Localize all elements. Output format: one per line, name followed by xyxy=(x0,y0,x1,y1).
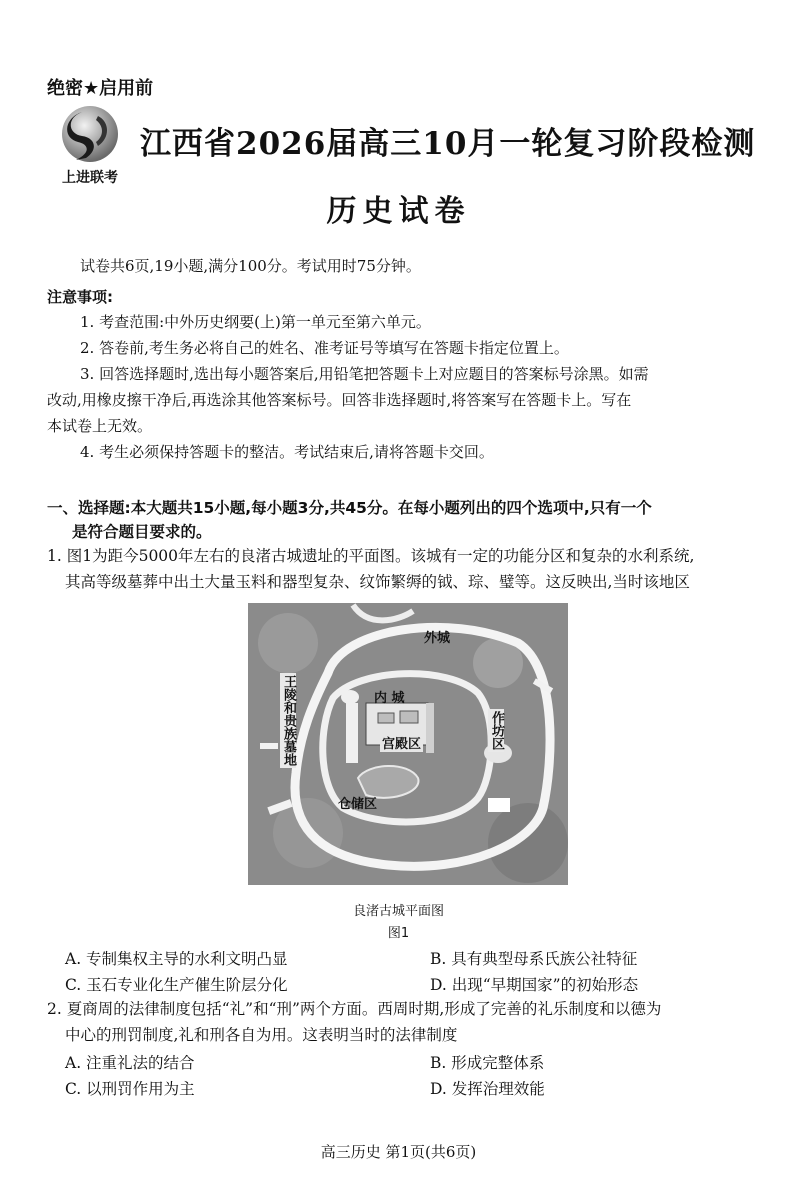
question-1-stem: 1. 图1为距今5000年左右的良渚古城遗址的平面图。该城有一定的功能分区和复杂的水利系统, xyxy=(47,547,695,565)
note-item: 改动,用橡皮擦干净后,再选涂其他答案标号。回答非选择题时,将答案写在答题卡上。写在 xyxy=(47,391,632,409)
question-1-stem-cont: 其高等级墓葬中出土大量玉料和器型复杂、纹饰繁缛的钺、琮、璧等。这反映出,当时该地区 xyxy=(65,573,690,591)
shangjin-logo xyxy=(52,104,128,188)
confidential-label: 绝密★启用前 xyxy=(47,78,154,99)
q2-option-c: C. 以刑罚作用为主 xyxy=(65,1080,195,1098)
figure-number: 图1 xyxy=(387,926,410,941)
label-workshop-area: 作坊区 xyxy=(489,711,504,750)
notes-heading: 注意事项: xyxy=(47,288,113,306)
svg-text:上进联考: 上进联考 xyxy=(62,170,118,186)
section-heading: 一、选择题:本大题共15小题,每小题3分,共45分。在每小题列出的四个选项中,只有一个 xyxy=(47,499,652,517)
liangzhu-city-plan-figure xyxy=(248,603,568,885)
question-2-stem: 2. 夏商周的法律制度包括“礼”和“刑”两个方面。西周时期,形成了完善的礼乐制度和以德为 xyxy=(47,1000,662,1018)
q2-option-d: D. 发挥治理效能 xyxy=(430,1080,545,1098)
section-heading-cont: 是符合题目要求的。 xyxy=(72,523,212,541)
q1-option-d: D. 出现“早期国家”的初始形态 xyxy=(430,976,639,994)
exam-title: 江西省2026届高三10月一轮复习阶段检测 xyxy=(140,126,756,162)
exam-intro: 试卷共6页,19小题,满分100分。考试用时75分钟。 xyxy=(80,257,421,275)
figure-caption: 良渚古城平面图 xyxy=(352,904,444,919)
label-inner-city: 内 城 xyxy=(374,691,405,706)
note-item: 1. 考查范围:中外历史纲要(上)第一单元至第六单元。 xyxy=(80,313,431,331)
q1-option-b: B. 具有典型母系氏族公社特征 xyxy=(430,950,638,968)
note-item: 4. 考生必须保持答题卡的整洁。考试结束后,请将答题卡交回。 xyxy=(80,443,494,461)
q2-option-a: A. 注重礼法的结合 xyxy=(65,1054,195,1072)
label-storage-area: 仓储区 xyxy=(338,797,378,812)
label-royal-tombs: 王陵和贵族墓地 xyxy=(281,675,296,766)
q1-option-a: A. 专制集权主导的水利文明凸显 xyxy=(65,950,288,968)
q2-option-b: B. 形成完整体系 xyxy=(430,1054,545,1072)
subject-title: 历史试卷 xyxy=(326,194,471,229)
note-item: 本试卷上无效。 xyxy=(47,417,153,435)
page-footer: 高三历史 第1页(共6页) xyxy=(320,1143,477,1161)
label-palace-area: 宫殿区 xyxy=(380,733,423,752)
logo-emblem-icon xyxy=(52,104,128,188)
note-item: 3. 回答选择题时,选出每小题答案后,用铅笔把答题卡上对应题目的答案标号涂黑。如需 xyxy=(80,365,649,383)
question-2-stem-cont: 中心的刑罚制度,礼和刑各自为用。这表明当时的法律制度 xyxy=(65,1026,458,1044)
q1-option-c: C. 玉石专业化生产催生阶层分化 xyxy=(65,976,288,994)
note-item: 2. 答卷前,考生务必将自己的姓名、准考证号等填写在答题卡指定位置上。 xyxy=(80,339,569,357)
label-outer-city: 外城 xyxy=(424,631,451,646)
